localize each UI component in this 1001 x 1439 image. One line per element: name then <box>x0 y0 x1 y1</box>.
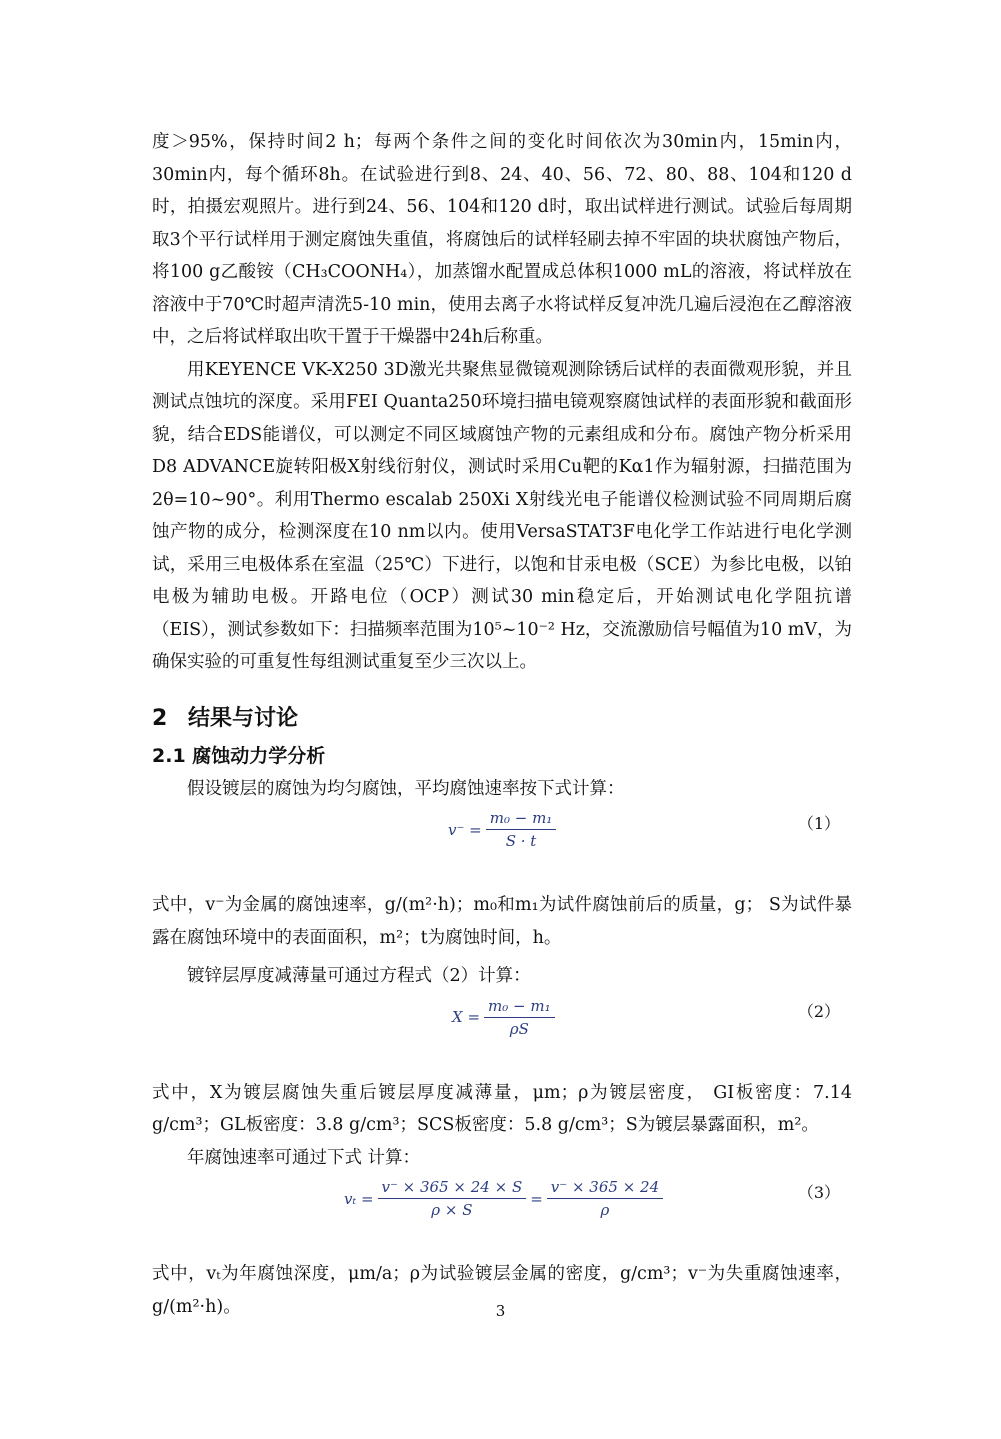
equation-3-fraction-2 <box>547 1178 663 1219</box>
equation-2-denominator: ρS <box>509 1019 529 1038</box>
equation-3-fraction-1 <box>378 1178 527 1219</box>
equation-intro-2: 镀锌层厚度减薄量可通过方程式（2）计算： <box>187 966 531 986</box>
equation-2-description: 式中，X为镀层腐蚀失重后镀层厚度减薄量，μm；ρ为镀层密度， GI板密度：7.14 g/cm³；GL板密度：3.8 g/cm³；SCS板密度：5.8 g/cm³；S为镀层暴露面积，m²。 <box>152 1082 852 1135</box>
equation-3-equals: = <box>530 1189 543 1208</box>
equation-3-numerator-1: v⁻ × 365 × 24 × S <box>378 1178 527 1199</box>
equation-1-label: （1） <box>797 814 840 833</box>
paragraph-instruments: 用KEYENCE VK-X250 3D激光共聚焦显微镜观测除锈后试样的表面微观形貌，并且测试点蚀坑的深度。采用FEI Quanta250环境扫描电镜观察腐蚀试样的表面形貌和截面形貌，结合EDS能谱仪，可以测定不同区域腐蚀产物的元素组成和分布。腐蚀产物分析采用D8 ADVANCE旋转阳极X射线衍射仪，测试时采用Cu靶的Kα1作为辐射源，扫描范围为2θ=10~90°。利用Thermo escalab 250Xi X射线光电子能谱仪检测试验不同周期后腐蚀产物的成分，检测深度在10 nm以内。使用VersaSTAT3F电化学工作站进行电化学测试，采用三电极体系在室温（25℃）下进行，以饱和甘汞电极（SCE）为参比电极，以铂电极为辅助电极。开路电位（OCP）测试30 min稳定后，开始测试电化学阻抗谱（EIS），测试参数如下：扫描频率范围为10⁵~10⁻² Hz，交流激励信号幅值为10 mV，为确保实验的可重复性每组测试重复至少三次以上。 <box>152 359 852 672</box>
equation-3-formula <box>344 1178 667 1219</box>
equation-1-numerator: m₀ − m₁ <box>486 809 557 830</box>
equation-1-description: 式中，v⁻为金属的腐蚀速率，g/(m²·h)；m₀和m₁为试件腐蚀前后的质量，g； S为试件暴露在腐蚀环境中的表面面积，m²；t为腐蚀时间，h。 <box>152 895 852 948</box>
equation-2-label: （2） <box>797 1001 840 1021</box>
equation-intro-1: 假设镀层的腐蚀为均匀腐蚀，平均腐蚀速率按下式计算： <box>187 778 625 799</box>
equation-1-lhs: v⁻ = <box>448 820 482 839</box>
equation-3-label: （3） <box>797 1183 840 1202</box>
page-number: 3 <box>495 1302 506 1320</box>
equation-2 <box>152 993 852 1077</box>
equation-1-formula <box>448 809 560 850</box>
section-heading <box>152 699 852 739</box>
equation-3 <box>152 1174 852 1258</box>
equation-2-fraction <box>484 997 555 1038</box>
section-number: 2 <box>152 705 168 731</box>
equation-3-denominator-1: ρ × S <box>431 1201 473 1219</box>
equation-1 <box>152 805 852 889</box>
section-title: 结果与讨论 <box>188 705 299 731</box>
equation-2-formula <box>452 997 559 1038</box>
paper-body <box>152 126 852 1323</box>
equation-3-description: 式中，vₜ为年腐蚀深度，μm/a；ρ为试验镀层金属的密度，g/cm³；v⁻为失重腐蚀速率，g/(m²·h)。 <box>152 1264 852 1317</box>
subsection-heading: 2.1 腐蚀动力学分析 <box>152 744 326 767</box>
equation-3-numerator-2: v⁻ × 365 × 24 <box>547 1178 663 1199</box>
paragraph-test-procedure: 度＞95%，保持时间2 h；每两个条件之间的变化时间依次为30min内，15min内，30min内，每个循环8h。在试验进行到8、24、40、56、72、80、88、104和120 d时，拍摄宏观照片。进行到24、56、104和120 d时，取出试样进行测试。试验后每周期取3个平行试样用于测定腐蚀失重值，将腐蚀后的试样轻刷去掉不牢固的块状腐蚀产物后，将100 g乙酸铵（CH₃COONH₄），加蒸馏水配置成总体积1000 mL的溶液，将试样放在溶液中于70℃时超声清洗5-10 min，使用去离子水将试样反复冲洗几遍后浸泡在乙醇溶液中，之后将试样取出吹干置于干燥器中24h后称重。 <box>152 132 852 347</box>
equation-intro-3: 年腐蚀速率可通过下式 计算： <box>187 1147 421 1168</box>
equation-2-numerator: m₀ − m₁ <box>484 997 555 1018</box>
equation-3-lhs: vₜ = <box>344 1189 374 1208</box>
equation-1-fraction <box>486 809 557 850</box>
equation-2-lhs: X = <box>452 1008 481 1026</box>
equation-3-denominator-2: ρ <box>600 1201 610 1219</box>
equation-1-denominator: S · t <box>505 832 537 850</box>
